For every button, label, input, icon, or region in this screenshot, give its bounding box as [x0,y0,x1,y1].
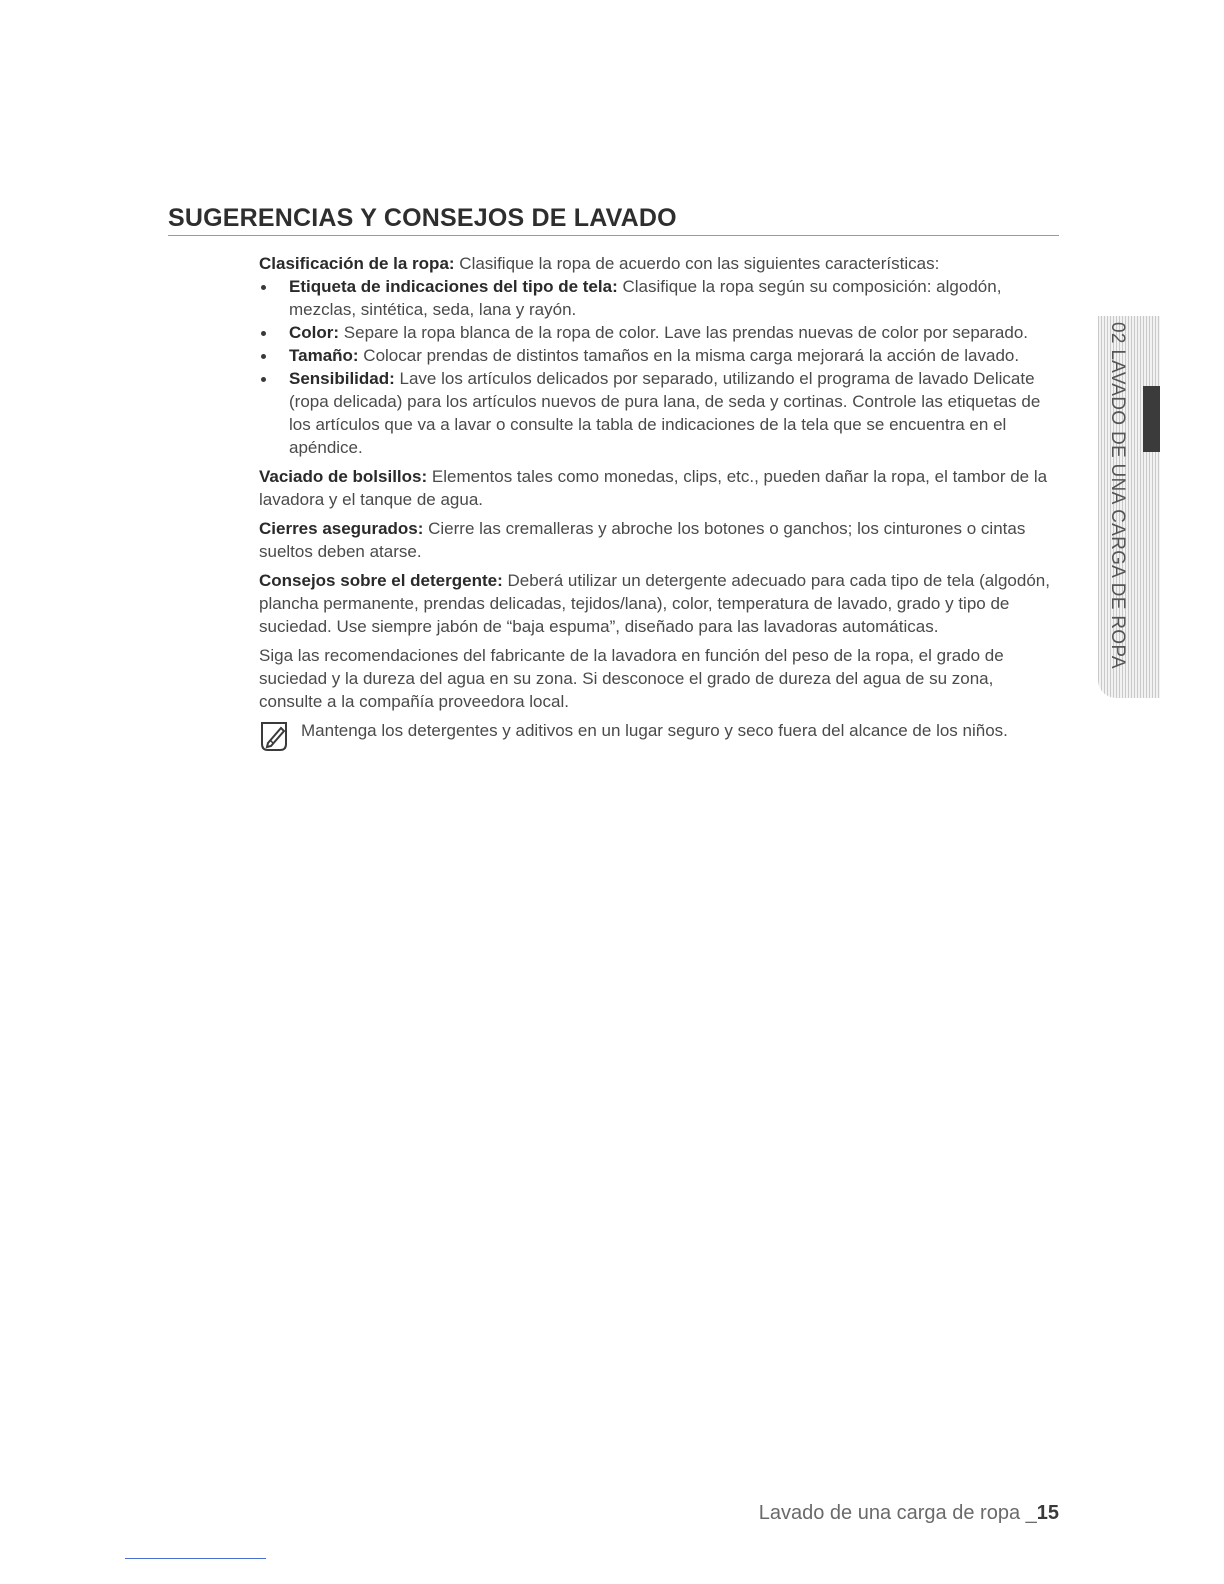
page-number: 15 [1036,1502,1059,1524]
closures-label: Cierres asegurados: [259,519,424,538]
classification-text: Clasifique la ropa de acuerdo con las siguientes características: [454,254,940,273]
bullet-label: Tamaño: [289,346,359,365]
detergent-paragraph [259,569,1059,638]
closures-paragraph [259,517,1059,563]
chapter-tab-label: 02 LAVADO DE UNA CARGA DE ROPA [1107,322,1128,669]
classification-paragraph [259,252,1059,275]
pockets-text: Elementos tales como monedas, clips, etc., pueden dañar la ropa, el tambor de la lavadora y el tanque de agua. [259,467,1048,509]
pockets-paragraph [259,465,1059,511]
list-item [259,344,1059,367]
list-item [259,321,1059,344]
bullet-label: Sensibilidad: [289,369,395,388]
recommendation-paragraph: Siga las recomendaciones del fabricante de la lavadora en función del peso de la ropa, el grado de suciedad y la dureza del agua en su zona. Si desconoce el grado de dureza del agua de su zona, consulte a la compañía proveedora local. [259,646,1004,711]
classification-label: Clasificación de la ropa: [259,254,455,273]
bullet-label: Etiqueta de indicaciones del tipo de tela: [289,277,618,296]
note [259,719,1059,742]
closures-text: Cierre las cremalleras y abroche los botones o ganchos; los cinturones o cintas sueltos deben atarse. [259,519,1026,561]
bullet-text: Clasifique la ropa según su composición: algodón, mezclas, sintética, seda, lana y rayón. [289,277,1002,319]
classification-list [259,275,1059,459]
bullet-icon [261,354,266,359]
bullet-text: Colocar prendas de distintos tamaños en la misma carga mejorará la acción de lavado. [358,346,1020,365]
bullet-label: Color: [289,323,340,342]
bullet-icon [261,377,266,382]
page-title: SUGERENCIAS Y CONSEJOS DE LAVADO [168,203,1059,236]
detergent-text: Deberá utilizar un detergente adecuado para cada tipo de tela (algodón, plancha permanente, prendas delicadas, tejidos/lana), color, temperatura de lavado, grado y tipo de suciedad. Use siempre jabón de “baja espuma”, diseñado para las lavadoras automáticas. [259,571,1050,636]
note-text: Mantenga los detergentes y aditivos en un lugar seguro y seco fuera del alcance de los niños. [301,721,1008,740]
note-pencil-icon [259,720,291,754]
bottom-divider [125,1558,266,1559]
bullet-icon [261,285,266,290]
list-item [259,367,1059,459]
page-footer [759,1502,1059,1525]
main-content [259,252,1059,742]
bullet-icon [261,331,266,336]
list-item [259,275,1059,321]
bullet-text: Lave los artículos delicados por separado, utilizando el programa de lavado Delicate (ropa delicada) para los artículos nuevos de pura lana, de seda y cortinas. Controle las etiquetas de los artículos que va a lavar o consulte la tabla de indicaciones de la tela que se encuentra en el apéndice. [289,369,1041,457]
footer-text: Lavado de una carga de ropa _ [758,1502,1037,1524]
pockets-label: Vaciado de bolsillos: [259,467,428,486]
detergent-label: Consejos sobre el detergente: [259,571,503,590]
bullet-text: Separe la ropa blanca de la ropa de color. Lave las prendas nuevas de color por separado. [339,323,1029,342]
chapter-tab-marker [1143,386,1160,452]
